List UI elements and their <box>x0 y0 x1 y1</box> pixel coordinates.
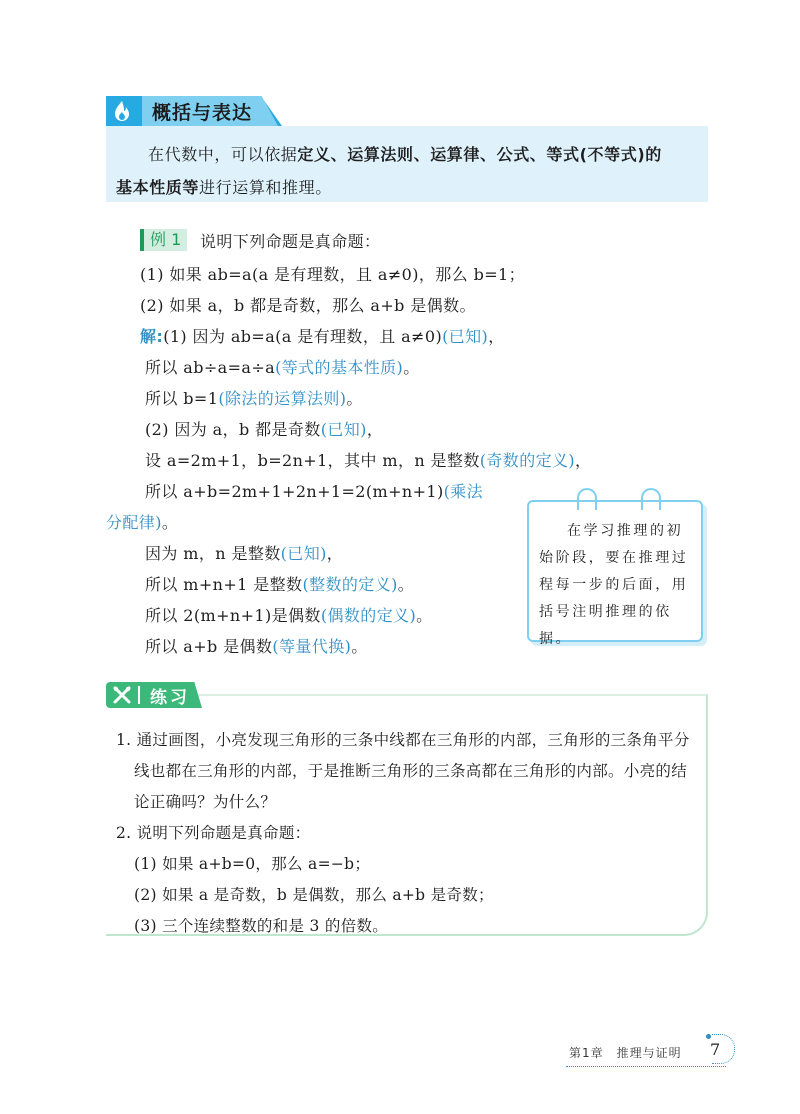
example-question-1: (1) 如果 ab=a(a 是有理数，且 a≠0)，那么 b=1； <box>140 265 525 284</box>
footer-divider <box>566 1066 726 1067</box>
note-card <box>527 500 703 647</box>
step-punct: 。 <box>351 637 368 656</box>
ring-icon <box>641 488 661 510</box>
section-title: 概括与表达 <box>152 102 253 124</box>
solution-step-3 <box>145 386 363 409</box>
step-reason: 分配律) <box>106 513 162 532</box>
example-intro: 说明下列命题是真命题： <box>200 232 381 251</box>
step-punct: ， <box>575 451 592 470</box>
practice-q2-2: (2) 如果 a 是奇数，b 是偶数，那么 a+b 是奇数； <box>134 886 494 904</box>
summary-text <box>116 138 704 204</box>
step-text: 所以 a+b=2m+1+2n+1=2(m+n+1) <box>145 482 444 501</box>
solution-step-9 <box>145 603 433 626</box>
practice-q2-1: (1) 如果 a+b=0，那么 a=−b； <box>134 855 371 873</box>
ring-icon <box>577 488 597 510</box>
note-text: 在学习推理的初始阶段，要在推理过程每一步的后面，用括号注明推理的依据。 <box>539 523 689 647</box>
tools-icon <box>112 685 132 705</box>
practice-separator <box>138 686 140 704</box>
solution-step-6 <box>145 479 483 502</box>
step-reason: (等量代换) <box>272 637 352 656</box>
step-text: 因为 m，n 是整数 <box>145 544 281 563</box>
solution-step-10 <box>145 634 368 657</box>
step-reason: (偶数的定义) <box>320 606 417 625</box>
step-text: (2) 因为 a，b 都是奇数 <box>145 420 321 439</box>
step-reason: (乘法 <box>443 482 484 501</box>
step-punct: 。 <box>416 606 433 625</box>
practice-q1-line1: 1. 通过画图，小亮发现三角形的三条中线都在三角形的内部，三角形的三条角平分 <box>116 731 690 749</box>
step-text: (1) 因为 ab=a(a 是有理数，且 a≠0) <box>163 327 443 346</box>
summary-part: 在代数中，可以依据 <box>148 145 298 164</box>
step-text: 所以 m+n+1 是整数 <box>145 575 303 594</box>
step-punct: ， <box>326 544 344 563</box>
solution-step-2 <box>145 355 420 378</box>
step-punct: ， <box>366 420 384 439</box>
solution-step-7 <box>145 541 343 564</box>
section-header <box>106 96 282 126</box>
step-punct: 。 <box>161 513 179 532</box>
practice-q2: 2. 说明下列命题是真命题： <box>116 824 311 842</box>
practice-q1-line3: 论正确吗？为什么？ <box>134 793 277 811</box>
step-text: 所以 b=1 <box>145 389 219 408</box>
example-question-2: (2) 如果 a，b 都是奇数，那么 a+b 是偶数。 <box>140 296 476 315</box>
summary-box <box>106 126 708 202</box>
step-reason: (奇数的定义) <box>479 451 576 470</box>
step-reason: (已知) <box>280 544 327 563</box>
summary-emphasis: 基本性质等 <box>116 178 200 197</box>
step-punct: 。 <box>403 358 420 377</box>
solution-step-5 <box>145 448 591 471</box>
step-punct: 。 <box>346 389 363 408</box>
page-number: 7 <box>710 1040 721 1059</box>
step-reason: (已知) <box>442 327 489 346</box>
example-label: 例 1 <box>140 229 187 251</box>
solution-step-4 <box>145 417 383 440</box>
solution-step-1 <box>140 324 505 347</box>
footer-chapter: 第1章 推理与证明 <box>569 1046 682 1060</box>
footer-dot <box>706 1034 711 1039</box>
practice-q2-3: (3) 三个连续整数的和是 3 的倍数。 <box>134 917 389 935</box>
step-text: 所以 2(m+n+1)是偶数 <box>145 606 321 625</box>
practice-q1-line2: 线也都在三角形的内部，于是推断三角形的三条高都在三角形的内部。小亮的结 <box>134 762 688 780</box>
step-punct: 。 <box>397 575 415 594</box>
step-punct: ， <box>488 327 505 346</box>
step-reason: (已知) <box>320 420 367 439</box>
solution-label: 解: <box>140 327 164 346</box>
practice-header <box>106 682 202 708</box>
step-reason: (整数的定义) <box>302 575 398 594</box>
flame-icon <box>110 99 134 123</box>
step-reason: (等式的基本性质) <box>275 358 404 377</box>
step-text: 设 a=2m+1，b=2n+1，其中 m，n 是整数 <box>145 451 480 470</box>
practice-title: 练习 <box>150 688 190 708</box>
step-text: 所以 ab÷a=a÷a <box>145 358 276 377</box>
step-reason: (除法的运算法则) <box>218 389 347 408</box>
summary-part: 进行运算和推理。 <box>199 178 332 197</box>
solution-step-8 <box>145 572 414 595</box>
step-text: 所以 a+b 是偶数 <box>145 637 273 656</box>
summary-emphasis: 定义、运算法则、运算律、公式、等式(不等式)的 <box>297 145 662 164</box>
solution-step-6-cont <box>106 510 178 533</box>
